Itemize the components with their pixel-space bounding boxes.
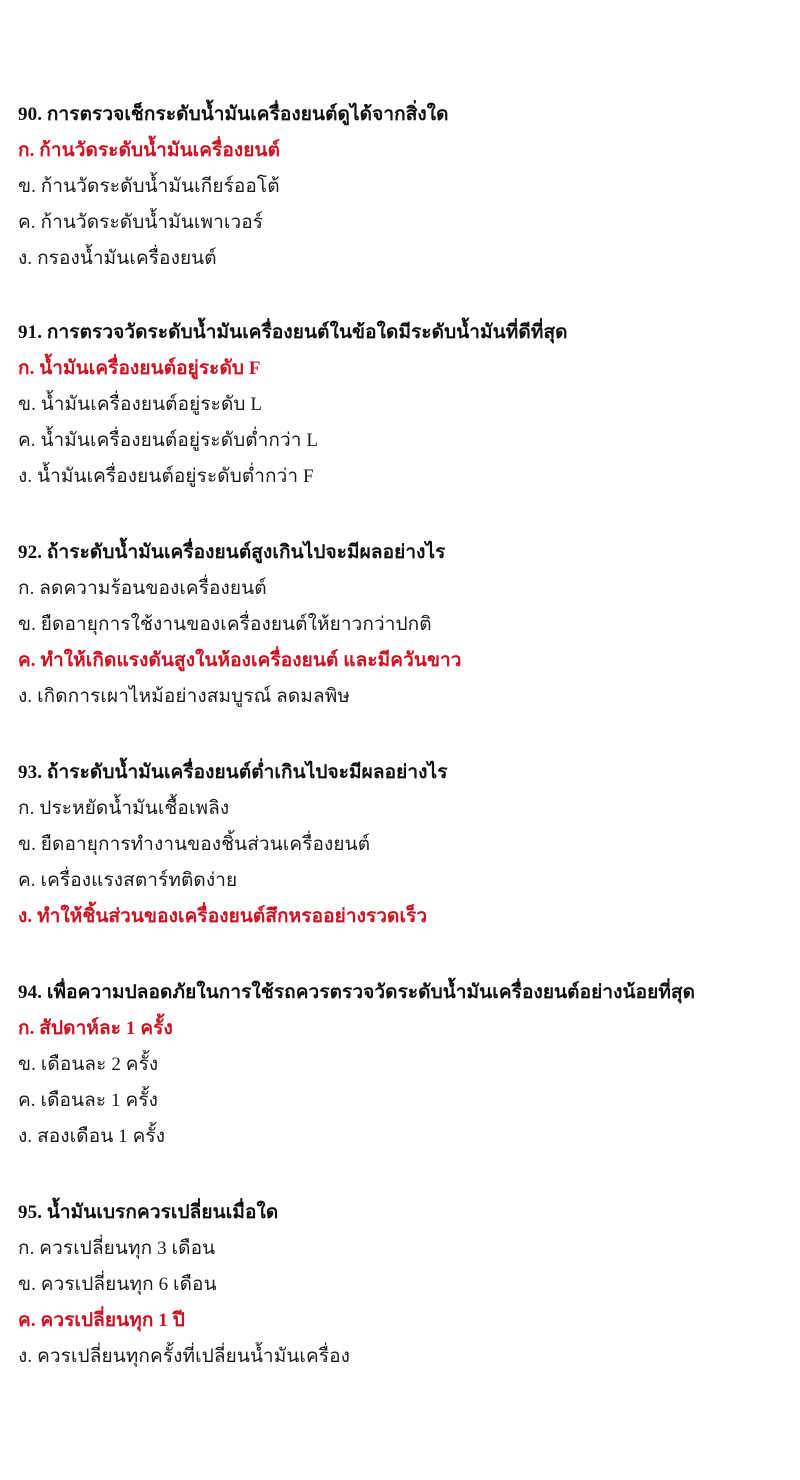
choice: ค. เดือนละ 1 ครั้ง: [18, 1090, 158, 1111]
question-text: 95. น้ำมันเบรกควรเปลี่ยนเมื่อใด: [18, 1202, 279, 1223]
choice-correct: ง. ทำให้ชิ้นส่วนของเครื่องยนต์สึกหรออย่างรวดเร็ว: [18, 906, 428, 927]
question-block-93: [18, 755, 788, 935]
choice: ก. ประหยัดน้ำมันเชื้อเพลิง: [18, 798, 230, 819]
choice: ง. สองเดือน 1 ครั้ง: [18, 1126, 166, 1147]
choice: ก. ลดความร้อนของเครื่องยนต์: [18, 578, 267, 599]
choice: ค. เครื่องแรงสตาร์ทติดง่าย: [18, 870, 238, 891]
choice: ค. น้ำมันเครื่องยนต์อยู่ระดับต่ำกว่า L: [18, 430, 319, 451]
question-text: 92. ถ้าระดับน้ำมันเครื่องยนต์สูงเกินไปจะมีผลอย่างไร: [18, 542, 446, 563]
choice: ง. เกิดการเผาไหม้อย่างสมบูรณ์ ลดมลพิษ: [18, 686, 350, 707]
choice: ง. ควรเปลี่ยนทุกครั้งที่เปลี่ยนน้ำมันเครื่อง: [18, 1346, 351, 1367]
question-block-94: [18, 975, 788, 1155]
choice: ข. ควรเปลี่ยนทุก 6 เดือน: [18, 1274, 217, 1295]
choice: ก. ควรเปลี่ยนทุก 3 เดือน: [18, 1238, 216, 1259]
question-text: 94. เพื่อความปลอดภัยในการใช้รถควรตรวจวัดระดับน้ำมันเครื่องยนต์อย่างน้อยที่สุด: [18, 982, 696, 1003]
choice: ข. ก้านวัดระดับน้ำมันเกียร์ออโต้: [18, 176, 280, 197]
choice: ง. กรองน้ำมันเครื่องยนต์: [18, 248, 217, 269]
choice-correct: ก. ก้านวัดระดับน้ำมันเครื่องยนต์: [18, 140, 281, 161]
choice: ข. ยืดอายุการใช้งานของเครื่องยนต์ให้ยาวกว่าปกติ: [18, 614, 432, 635]
choice: ง. น้ำมันเครื่องยนต์อยู่ระดับต่ำกว่า F: [18, 466, 314, 487]
choice: ข. เดือนละ 2 ครั้ง: [18, 1054, 159, 1075]
question-block-92: [18, 535, 788, 715]
question-block-90: [18, 97, 788, 277]
question-text: 93. ถ้าระดับน้ำมันเครื่องยนต์ต่ำเกินไปจะมีผลอย่างไร: [18, 762, 448, 783]
question-text: 91. การตรวจวัดระดับน้ำมันเครื่องยนต์ในข้อใดมีระดับน้ำมันที่ดีที่สุด: [18, 322, 568, 343]
choice: ข. ยืดอายุการทำงานของชิ้นส่วนเครื่องยนต์: [18, 834, 371, 855]
choice: ค. ก้านวัดระดับน้ำมันเพาเวอร์: [18, 212, 264, 233]
question-block-91: [18, 315, 788, 495]
choice: ข. น้ำมันเครื่องยนต์อยู่ระดับ L: [18, 394, 263, 415]
choice-correct: ค. ทำให้เกิดแรงดันสูงในห้องเครื่องยนต์ และมีควันขาว: [18, 650, 462, 671]
question-text: 90. การตรวจเช็กระดับน้ำมันเครื่องยนต์ดูได้จากสิ่งใด: [18, 104, 449, 125]
choice-correct: ค. ควรเปลี่ยนทุก 1 ปี: [18, 1310, 185, 1331]
choice-correct: ก. น้ำมันเครื่องยนต์อยู่ระดับ F: [18, 358, 261, 379]
choice-correct: ก. สัปดาห์ละ 1 ครั้ง: [18, 1018, 173, 1039]
question-block-95: [18, 1195, 788, 1375]
